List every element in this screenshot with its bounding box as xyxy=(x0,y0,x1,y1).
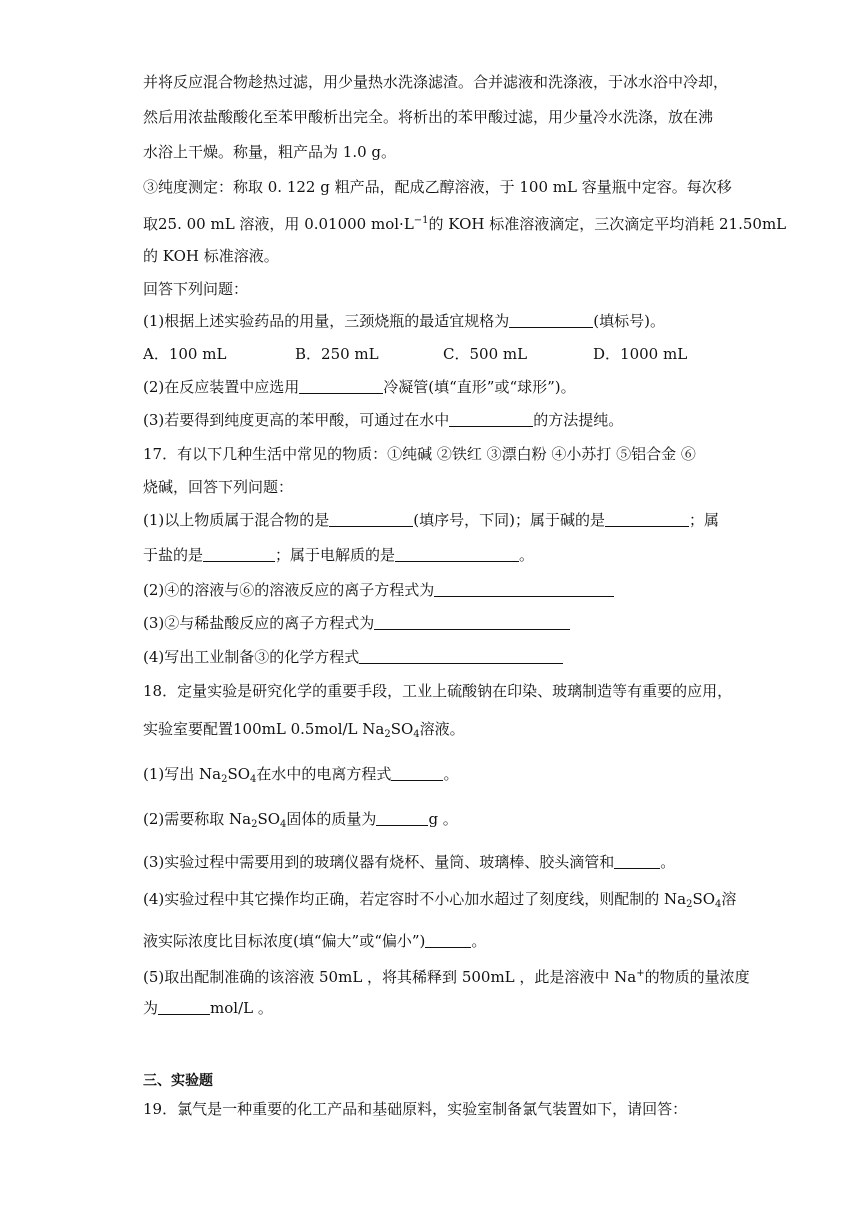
question-16-2 xyxy=(143,377,723,397)
text: 的 KOH 标准溶液滴定，三次滴定平均消耗 21.50mL xyxy=(428,215,787,233)
text: (2)④的溶液与⑥的溶液反应的离子方程式为 xyxy=(143,581,435,599)
question-17-stem: 烧碱，回答下列问题： xyxy=(143,478,294,496)
question-16-3 xyxy=(143,410,723,430)
text: SO xyxy=(692,890,716,908)
text: 实验室要配置100mL 0.5mol/L Na xyxy=(143,720,385,738)
question-17-4 xyxy=(143,647,723,667)
text: 冷凝管(填“直形”或“球形”)。 xyxy=(383,378,576,396)
answer-blank[interactable] xyxy=(391,765,443,781)
question-17-2 xyxy=(143,580,723,600)
text: 在水中的电离方程式 xyxy=(256,765,392,783)
superscript: −1 xyxy=(413,215,429,226)
text: 。 xyxy=(660,853,676,871)
text: SO xyxy=(390,720,414,738)
text-line: 回答下列问题： xyxy=(143,280,249,298)
text-line: 的 KOH 标准溶液。 xyxy=(143,247,279,265)
question-18-1 xyxy=(143,764,723,790)
answer-blank[interactable] xyxy=(299,378,383,394)
text: (4)实验过程中其它操作均正确，若定容时不小心加水超过了刻度线，则配制的 Na xyxy=(143,890,687,908)
text: 于盐的是 xyxy=(143,546,204,564)
option-a[interactable]: A．100 mL xyxy=(143,345,227,363)
question-18-4-cont xyxy=(143,931,723,951)
question-17-1 xyxy=(143,510,723,530)
text: (1)写出 Na xyxy=(143,765,222,783)
answer-blank[interactable] xyxy=(509,312,593,328)
subscript: 4 xyxy=(715,899,722,910)
answer-blank[interactable] xyxy=(395,546,519,562)
question-18-5-cont xyxy=(143,998,723,1018)
text: 溶 xyxy=(721,890,737,908)
question-17-stem: 17．有以下几种生活中常见的物质：①纯碱 ②铁红 ③漂白粉 ④小苏打 ⑤铝合金 ⑥ xyxy=(143,445,696,463)
text-line xyxy=(143,211,787,234)
answer-blank[interactable] xyxy=(434,581,614,597)
text: (3)实验过程中需要用到的玻璃仪器有烧杯、量筒、玻璃棒、胶头滴管和 xyxy=(143,853,615,871)
question-17-1-cont xyxy=(143,545,723,565)
text: (3)若要得到纯度更高的苯甲酸，可通过在水中 xyxy=(143,411,450,429)
answer-blank[interactable] xyxy=(359,648,563,664)
text: SO xyxy=(257,810,281,828)
subscript: 4 xyxy=(250,774,257,785)
answer-blank[interactable] xyxy=(374,614,570,630)
text: SO xyxy=(227,765,251,783)
subscript: 2 xyxy=(384,729,391,740)
question-18-5 xyxy=(143,964,750,987)
text: 。 xyxy=(443,765,459,783)
text: 液实际浓度比目标浓度(填“偏大”或“偏小”) xyxy=(143,932,426,950)
subscript: 4 xyxy=(280,819,287,830)
text-line: 并将反应混合物趁热过滤，用少量热水洗涤滤渣。合并滤液和洗涤液，于冰水浴中冷却， xyxy=(143,73,729,91)
text: 取25. 00 mL 溶液，用 0.01000 mol·L xyxy=(143,215,414,233)
text: (3)②与稀盐酸反应的离子方程式为 xyxy=(143,614,375,632)
question-18-stem: 18．定量实验是研究化学的重要手段，工业上硫酸钠在印染、玻璃制造等有重要的应用， xyxy=(143,682,733,700)
text-line: 水浴上干燥。称量，粗产品为 1.0 g。 xyxy=(143,143,396,161)
text: (4)写出工业制备③的化学方程式 xyxy=(143,648,360,666)
answer-blank[interactable] xyxy=(605,511,689,527)
answer-blank[interactable] xyxy=(376,810,428,826)
text: (填标号)。 xyxy=(593,312,665,330)
subscript: 4 xyxy=(413,729,420,740)
answer-blank[interactable] xyxy=(329,511,413,527)
text: (5)取出配制准确的该溶液 50mL ，将其稀释到 500mL ，此是溶液中 Na xyxy=(143,968,637,986)
text: ；属于电解质的是 xyxy=(275,546,396,564)
answer-blank[interactable] xyxy=(158,999,210,1015)
superscript: + xyxy=(636,968,645,979)
answer-blank[interactable] xyxy=(203,546,275,562)
text: 的物质的量浓度 xyxy=(644,968,750,986)
option-c[interactable]: C．500 mL xyxy=(443,345,528,363)
question-18-2 xyxy=(143,809,723,835)
question-19-stem: 19．氯气是一种重要的化工产品和基础原料，实验室制备氯气装置如下，请回答： xyxy=(143,1100,688,1118)
question-18-stem xyxy=(143,719,723,745)
text: 。 xyxy=(471,932,487,950)
answer-blank[interactable] xyxy=(449,411,533,427)
text: (2)在反应装置中应选用 xyxy=(143,378,300,396)
question-16-1 xyxy=(143,311,723,331)
text: (2)需要称取 Na xyxy=(143,810,252,828)
text: mol/L 。 xyxy=(210,999,273,1017)
text-line: ③纯度测定：称取 0. 122 g 粗产品，配成乙醇溶液，于 100 mL 容量瓶中定容。每次移 xyxy=(143,178,732,196)
section-heading: 三、实验题 xyxy=(143,1073,213,1089)
option-b[interactable]: B．250 mL xyxy=(295,345,379,363)
subscript: 2 xyxy=(221,774,228,785)
text: (1)根据上述实验药品的用量，三颈烧瓶的最适宜规格为 xyxy=(143,312,510,330)
question-17-3 xyxy=(143,613,723,633)
text: (1)以上物质属于混合物的是 xyxy=(143,511,330,529)
text: (填序号，下同)；属于碱的是 xyxy=(413,511,605,529)
text: 为 xyxy=(143,999,159,1017)
text: 的方法提纯。 xyxy=(533,411,624,429)
text: 溶液。 xyxy=(419,720,465,738)
answer-blank[interactable] xyxy=(425,932,471,948)
text: ；属 xyxy=(688,511,719,529)
text: g 。 xyxy=(428,810,458,828)
subscript: 2 xyxy=(686,899,693,910)
text: 。 xyxy=(519,546,535,564)
question-18-4 xyxy=(143,889,737,915)
text-line: 然后用浓盐酸酸化至苯甲酸析出完全。将析出的苯甲酸过滤，用少量冷水洗涤，放在沸 xyxy=(143,108,714,126)
option-d[interactable]: D．1000 mL xyxy=(593,345,688,363)
question-18-3 xyxy=(143,852,723,872)
subscript: 2 xyxy=(251,819,258,830)
answer-blank[interactable] xyxy=(614,853,660,869)
text: 固体的质量为 xyxy=(286,810,377,828)
